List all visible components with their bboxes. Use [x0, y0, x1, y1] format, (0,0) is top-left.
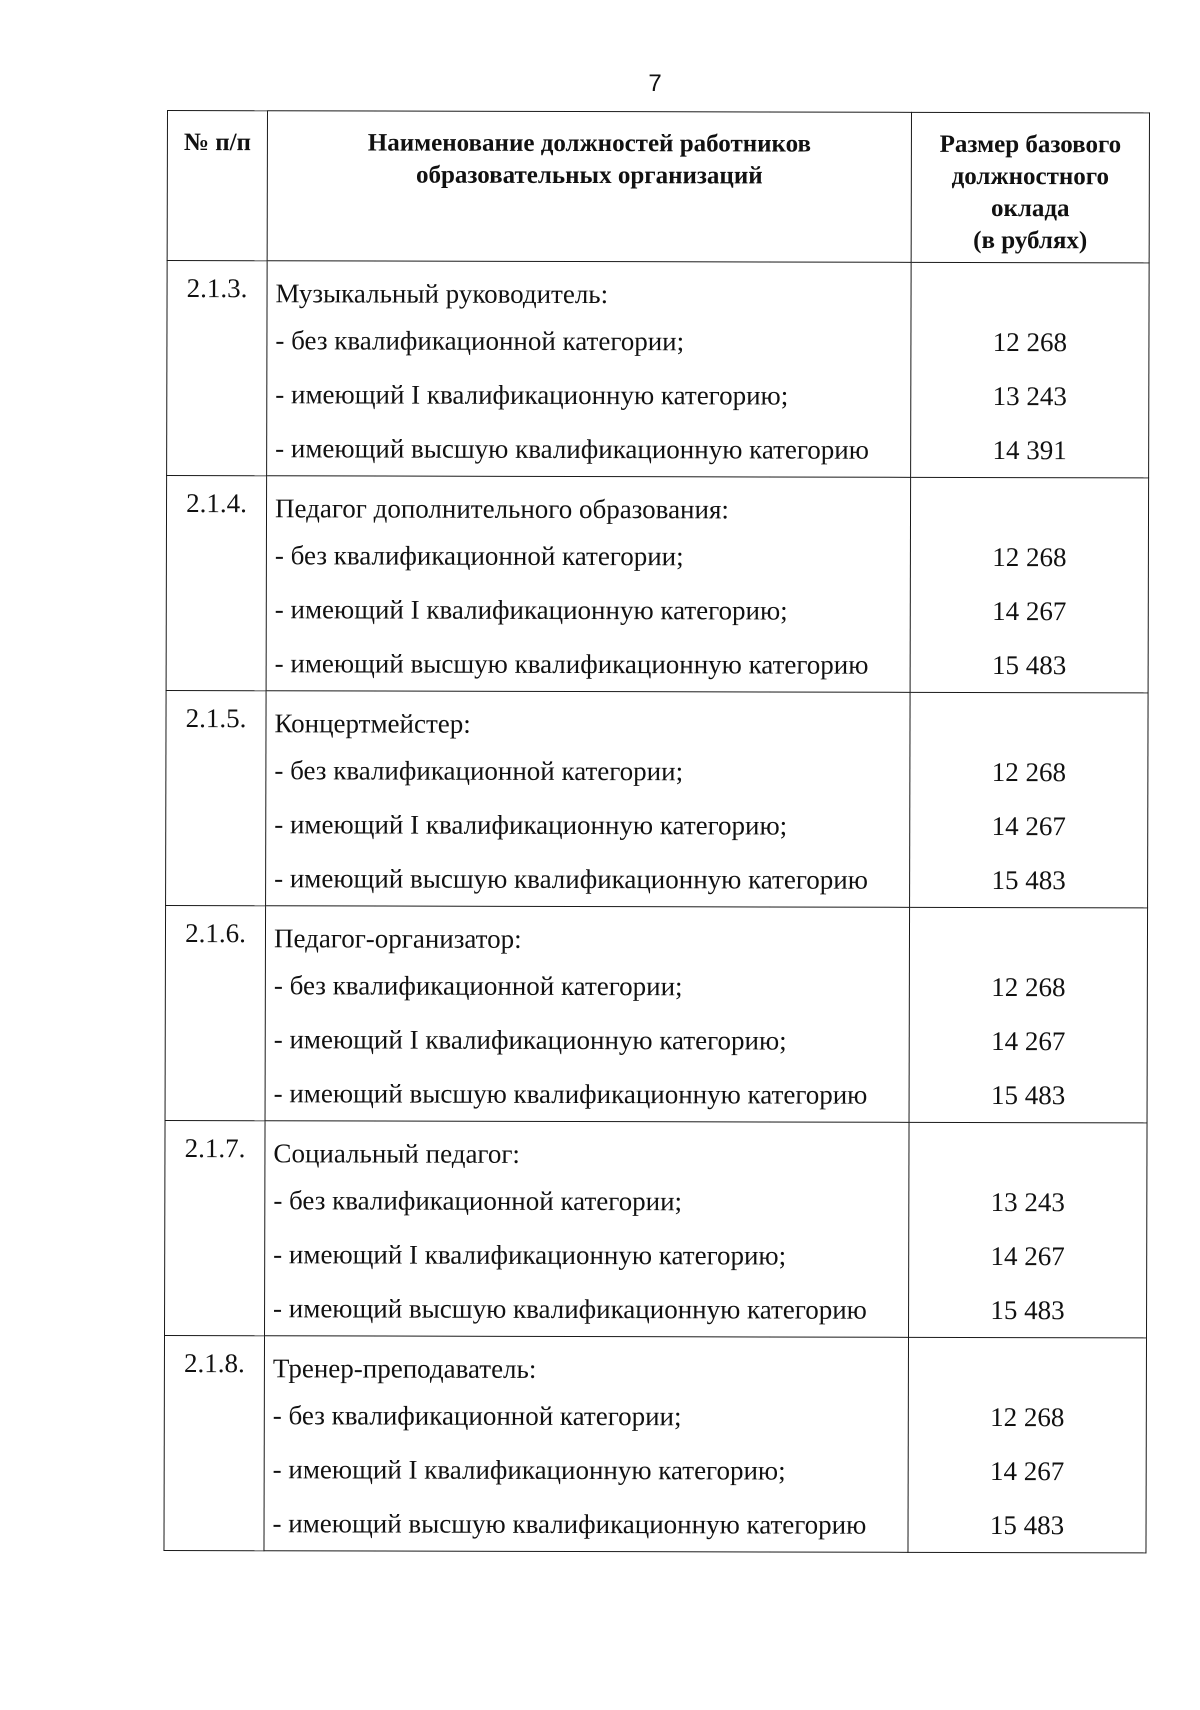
table-row — [166, 476, 1149, 693]
section-number: 2.1.4. — [166, 476, 267, 691]
salary-value: 14 267 — [991, 811, 1066, 842]
section-salaries — [911, 262, 1150, 478]
header-name-line: образовательных организаций — [415, 161, 763, 190]
salary-value: 12 268 — [991, 972, 1066, 1003]
header-salary-line: Размер базового — [939, 130, 1122, 159]
section-title: Социальный педагог: — [273, 1138, 520, 1169]
section-number: 2.1.5. — [166, 690, 267, 905]
salary-value: 15 483 — [990, 1295, 1065, 1326]
position-category-label: - имеющий высшую квалификационную категорию — [273, 1293, 867, 1325]
salary-value: 12 268 — [992, 327, 1068, 358]
section-title: Тренер-преподаватель: — [272, 1353, 537, 1384]
section-salaries — [910, 692, 1149, 908]
section-positions — [267, 261, 912, 478]
table-row — [165, 1120, 1148, 1337]
position-category-label: - без квалификационной категории; — [274, 540, 684, 572]
header-number — [167, 111, 267, 261]
salary-value: 14 267 — [992, 596, 1067, 627]
section-positions — [266, 691, 911, 908]
salary-value: 12 268 — [990, 1402, 1065, 1433]
salary-value: 12 268 — [992, 542, 1067, 573]
section-positions — [265, 906, 910, 1123]
section-salaries — [910, 477, 1149, 693]
header-name-line: Наименование должностей работников — [367, 129, 812, 158]
position-category-label: - имеющий I квалификационную категорию; — [274, 594, 788, 626]
salary-value: 15 483 — [989, 1510, 1065, 1541]
salary-table-container — [163, 110, 1149, 1553]
section-number: 2.1.3. — [167, 261, 268, 476]
salary-value: 15 483 — [991, 865, 1066, 896]
table-row — [167, 261, 1150, 478]
position-category-label: - имеющий высшую квалификационную категорию — [275, 433, 869, 465]
position-category-label: - имеющий I квалификационную категорию; — [274, 809, 788, 841]
salary-value: 13 243 — [992, 381, 1067, 412]
section-number: 2.1.7. — [165, 1120, 266, 1335]
position-category-label: - имеющий высшую квалификационную категорию — [274, 863, 868, 895]
section-positions — [265, 1121, 910, 1338]
table-header-row — [167, 111, 1149, 263]
table-body — [164, 261, 1149, 1553]
section-title: Концертмейстер: — [274, 708, 471, 739]
position-category-label: - имеющий I квалификационную категорию; — [275, 379, 789, 411]
header-number-label: № п/п — [183, 129, 252, 157]
section-positions — [266, 476, 911, 693]
salary-blank — [911, 490, 1148, 531]
section-title: Педагог дополнительного образования: — [274, 493, 729, 525]
position-category-label: - без квалификационной категории; — [273, 1185, 683, 1217]
salary-value: 15 483 — [991, 650, 1067, 681]
salary-value: 13 243 — [990, 1187, 1065, 1218]
position-category-label: - имеющий I квалификационную категорию; — [273, 1024, 787, 1056]
salary-value: 14 267 — [991, 1026, 1066, 1057]
position-category-label: - без квалификационной категории; — [272, 1400, 682, 1432]
position-category-label: - без квалификационной категории; — [273, 970, 683, 1002]
section-salaries — [908, 1337, 1147, 1553]
position-category-label: - без квалификационной категории; — [274, 755, 684, 787]
position-category-label: - имеющий высшую квалификационную категорию — [274, 648, 869, 680]
salary-value: 14 267 — [990, 1241, 1065, 1272]
salary-blank — [910, 705, 1147, 746]
header-salary-line: оклада — [990, 195, 1070, 223]
section-title: Педагог-организатор: — [273, 923, 522, 954]
salary-value: 14 391 — [992, 435, 1067, 466]
salary-value: 12 268 — [991, 757, 1067, 788]
salary-blank — [909, 1350, 1146, 1391]
position-category-label: - имеющий высшую квалификационную категорию — [273, 1078, 868, 1110]
salary-blank — [910, 920, 1147, 961]
position-category-label: - имеющий высшую квалификационную категорию — [272, 1508, 867, 1540]
position-category-label: - имеющий I квалификационную категорию; — [272, 1454, 786, 1486]
position-category-label: - имеющий I квалификационную категорию; — [273, 1239, 787, 1271]
table-row — [166, 690, 1149, 907]
table-row — [165, 905, 1148, 1122]
header-position-name — [267, 111, 911, 263]
header-salary-line: (в рублях) — [973, 226, 1088, 255]
salary-value: 14 267 — [990, 1456, 1065, 1487]
section-salaries — [909, 1122, 1148, 1338]
section-number: 2.1.8. — [164, 1335, 265, 1550]
header-salary — [911, 112, 1149, 263]
section-number: 2.1.6. — [165, 905, 266, 1120]
position-category-label: - без квалификационной категории; — [275, 325, 685, 357]
page-number: 7 — [648, 70, 662, 97]
salary-blank — [912, 275, 1149, 316]
salary-value: 15 483 — [990, 1080, 1066, 1111]
table-row — [164, 1335, 1147, 1552]
section-title: Музыкальный руководитель: — [275, 278, 609, 310]
section-salaries — [909, 907, 1148, 1123]
section-positions — [264, 1336, 909, 1553]
salary-table — [163, 110, 1150, 1553]
header-salary-line: должностного — [951, 162, 1110, 191]
salary-blank — [909, 1135, 1146, 1176]
